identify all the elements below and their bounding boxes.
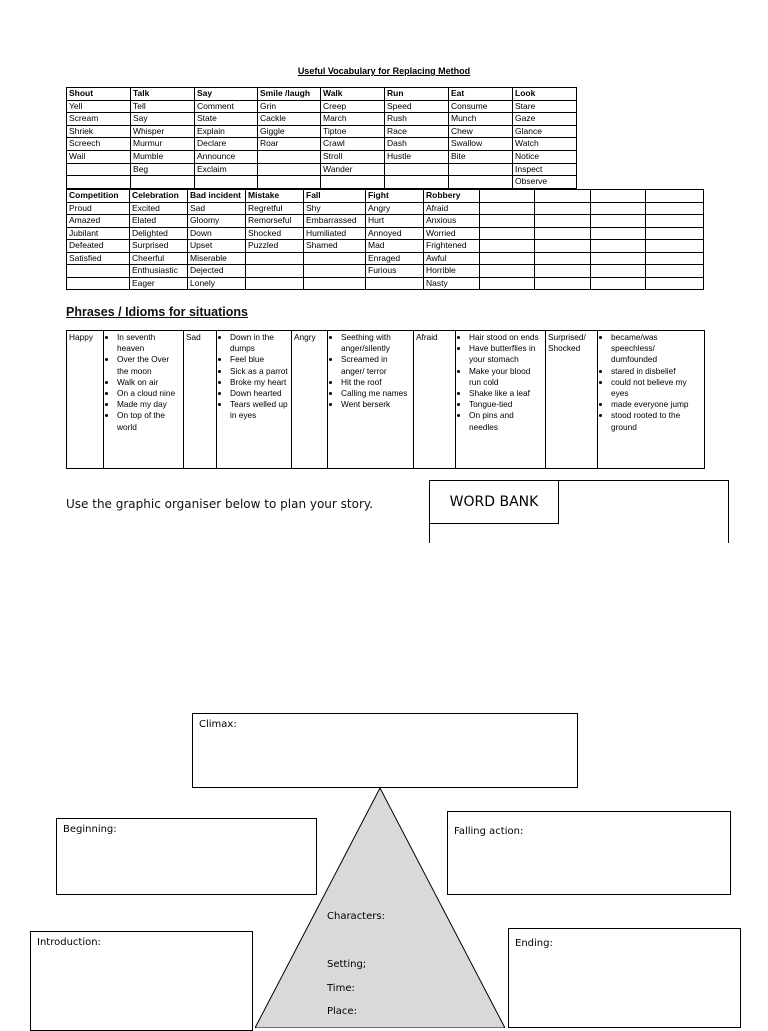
feelings-cell <box>535 215 591 228</box>
feelings-cell: Enthusiastic <box>130 265 188 278</box>
feelings-cell: Lonely <box>188 277 246 290</box>
vocab-cell: Say <box>131 113 195 126</box>
vocab-cell: Scream <box>67 113 131 126</box>
table-row <box>67 227 704 240</box>
feelings-header-cell: Robbery <box>424 190 480 203</box>
table-row <box>67 202 704 215</box>
ending-label: Ending: <box>515 938 553 949</box>
feelings-cell: Defeated <box>67 240 130 253</box>
list-item: • Have butterflies in your stomach <box>469 343 543 365</box>
feelings-cell <box>67 265 130 278</box>
feelings-cell: Upset <box>188 240 246 253</box>
list-item: • Seething with anger/silently <box>341 332 411 354</box>
phrase-group-label: Afraid <box>414 331 456 469</box>
feelings-cell: Embarrassed <box>304 215 366 228</box>
climax-box[interactable] <box>192 713 578 788</box>
table-row <box>67 163 577 176</box>
list-item: • Feel blue <box>230 354 289 365</box>
list-item: • could not believe my eyes <box>611 377 702 399</box>
feelings-cell <box>304 265 366 278</box>
list-item: • made everyone jump <box>611 399 702 410</box>
beginning-label: Beginning: <box>63 824 117 835</box>
phrase-list <box>106 332 181 433</box>
feelings-cell: Regretful <box>246 202 304 215</box>
vocab-cell: Yell <box>67 100 131 113</box>
vocab-cell: Wander <box>321 163 385 176</box>
vocab-cell <box>449 163 513 176</box>
vocab-cell: Inspect <box>513 163 577 176</box>
table-row <box>67 176 577 189</box>
feelings-cell <box>646 227 704 240</box>
vocab-cell: Tiptoe <box>321 125 385 138</box>
vocab-header-cell: Run <box>385 88 449 101</box>
feelings-cell <box>535 277 591 290</box>
feelings-cell: Puzzled <box>246 240 304 253</box>
phrase-list-cell <box>456 331 546 469</box>
feelings-header-cell <box>646 190 704 203</box>
vocab-cell <box>385 176 449 189</box>
feelings-header-cell: Fall <box>304 190 366 203</box>
feelings-cell <box>591 215 646 228</box>
vocab-header-cell: Walk <box>321 88 385 101</box>
phrase-group-label: Angry <box>292 331 328 469</box>
vocab-cell: Stroll <box>321 150 385 163</box>
feelings-cell: Jubilant <box>67 227 130 240</box>
vocab-cell: Observe <box>513 176 577 189</box>
table-row <box>67 240 704 253</box>
vocab-header-cell: Say <box>195 88 258 101</box>
list-item: • Down in the dumps <box>230 332 289 354</box>
list-item: • Tongue-tied <box>469 399 543 410</box>
feelings-cell <box>535 227 591 240</box>
feelings-cell: Anxious <box>424 215 480 228</box>
list-item: • Made my day <box>117 399 181 410</box>
feelings-cell <box>246 252 304 265</box>
list-item: • On top of the world <box>117 410 181 432</box>
feelings-cell: Nasty <box>424 277 480 290</box>
feelings-cell: Mad <box>366 240 424 253</box>
organiser-instruction: Use the graphic organiser below to plan your story. <box>66 497 374 511</box>
vocab-cell <box>385 163 449 176</box>
vocab-cell: Consume <box>449 100 513 113</box>
vocab-cell: Speed <box>385 100 449 113</box>
feelings-cell: Horrible <box>424 265 480 278</box>
table-row <box>67 252 704 265</box>
phrase-list <box>330 332 411 410</box>
feelings-cell <box>646 215 704 228</box>
falling-action-box[interactable] <box>447 811 731 895</box>
phrase-list-cell <box>104 331 184 469</box>
table-row <box>67 277 704 290</box>
vocab-cell: Shriek <box>67 125 131 138</box>
vocab-cell: Creep <box>321 100 385 113</box>
feelings-cell: Remorseful <box>246 215 304 228</box>
table-row <box>67 125 577 138</box>
feelings-cell <box>246 265 304 278</box>
vocab-cell: Grin <box>258 100 321 113</box>
table-row <box>67 215 704 228</box>
feelings-cell: Afraid <box>424 202 480 215</box>
vocab-cell: Crawl <box>321 138 385 151</box>
vocab-cell: Notice <box>513 150 577 163</box>
feelings-cell: Worried <box>424 227 480 240</box>
list-item: • Hit the roof <box>341 377 411 388</box>
feelings-header-cell <box>591 190 646 203</box>
list-item: • Tears welled up in eyes <box>230 399 289 421</box>
vocab-cell: Announce <box>195 150 258 163</box>
vocab-cell: Roar <box>258 138 321 151</box>
list-item: • Hair stood on ends <box>469 332 543 343</box>
feelings-cell <box>646 202 704 215</box>
table-row <box>67 265 704 278</box>
vocab-header-cell: Eat <box>449 88 513 101</box>
word-bank-label: WORD BANK <box>430 481 559 524</box>
vocab-cell: Cackle <box>258 113 321 126</box>
phrase-list <box>219 332 289 422</box>
phrase-list <box>458 332 543 433</box>
vocab-cell <box>258 163 321 176</box>
list-item: • Broke my heart <box>230 377 289 388</box>
climax-label: Climax: <box>199 719 237 730</box>
vocab-header-cell: Look <box>513 88 577 101</box>
vocab-cell: Mumble <box>131 150 195 163</box>
vocab-cell: Declare <box>195 138 258 151</box>
feelings-cell <box>304 277 366 290</box>
feelings-cell: Excited <box>130 202 188 215</box>
feelings-cell <box>480 227 535 240</box>
list-item: • On a cloud nine <box>117 388 181 399</box>
feelings-cell: Gloomy <box>188 215 246 228</box>
feelings-cell: Sad <box>188 202 246 215</box>
vocab-cell <box>449 176 513 189</box>
feelings-cell <box>304 252 366 265</box>
vocab-cell <box>258 176 321 189</box>
feelings-cell <box>480 240 535 253</box>
feelings-cell <box>591 252 646 265</box>
vocab-cell: Dash <box>385 138 449 151</box>
vocab-cell <box>195 176 258 189</box>
ending-box[interactable] <box>508 928 741 1028</box>
feelings-cell <box>246 277 304 290</box>
vocab-cell <box>67 176 131 189</box>
list-item: • Make your blood run cold <box>469 366 543 388</box>
vocab-cell: Rush <box>385 113 449 126</box>
feelings-header-cell <box>480 190 535 203</box>
feelings-cell: Awful <box>424 252 480 265</box>
feelings-cell <box>480 202 535 215</box>
vocab-header-cell: Talk <box>131 88 195 101</box>
characters-label: Characters: <box>327 911 385 922</box>
list-item: • stared in disbelief <box>611 366 702 377</box>
feelings-cell: Cheerful <box>130 252 188 265</box>
vocab-cell: Gaze <box>513 113 577 126</box>
table-row <box>67 100 577 113</box>
feelings-cell: Humiliated <box>304 227 366 240</box>
list-item: • became/was speechless/ dumfounded <box>611 332 702 366</box>
feelings-cell: Frightened <box>424 240 480 253</box>
feelings-cell <box>480 265 535 278</box>
vocab-cell: Race <box>385 125 449 138</box>
vocab-cell: Screech <box>67 138 131 151</box>
feelings-header-row <box>67 190 704 203</box>
list-item: • stood rooted to the ground <box>611 410 702 432</box>
vocab-cell: Whisper <box>131 125 195 138</box>
list-item: • Screamed in anger/ terror <box>341 354 411 376</box>
time-label: Time: <box>327 983 355 994</box>
feelings-cell: Down <box>188 227 246 240</box>
setting-label: Setting; <box>327 959 367 970</box>
list-item: • In seventh heaven <box>117 332 181 354</box>
feelings-cell: Elated <box>130 215 188 228</box>
feelings-cell: Shocked <box>246 227 304 240</box>
vocab-table <box>66 87 577 189</box>
beginning-box[interactable] <box>56 818 317 895</box>
vocab-cell: March <box>321 113 385 126</box>
table-row <box>67 113 577 126</box>
vocab-cell: Watch <box>513 138 577 151</box>
feelings-cell <box>646 240 704 253</box>
feelings-cell <box>535 252 591 265</box>
feelings-cell: Hurt <box>366 215 424 228</box>
feelings-cell: Angry <box>366 202 424 215</box>
phrase-list <box>600 332 702 433</box>
vocab-cell: Wail <box>67 150 131 163</box>
feelings-cell: Shy <box>304 202 366 215</box>
vocab-body <box>67 100 577 188</box>
feelings-cell <box>67 277 130 290</box>
vocab-cell: Murmur <box>131 138 195 151</box>
table-row <box>67 138 577 151</box>
feelings-cell <box>535 265 591 278</box>
word-bank-box[interactable] <box>429 480 729 543</box>
feelings-cell: Furious <box>366 265 424 278</box>
feelings-cell: Satisfied <box>67 252 130 265</box>
vocab-cell: Hustle <box>385 150 449 163</box>
feelings-cell: Eager <box>130 277 188 290</box>
feelings-cell <box>646 252 704 265</box>
vocab-header-cell: Shout <box>67 88 131 101</box>
falling-action-label: Falling action: <box>454 826 524 837</box>
feelings-cell: Surprised <box>130 240 188 253</box>
feelings-cell <box>591 240 646 253</box>
vocab-cell <box>321 176 385 189</box>
list-item: • Sick as a parrot <box>230 366 289 377</box>
phrase-group-label: Surprised/ Shocked <box>546 331 598 469</box>
phrases-row <box>67 331 705 469</box>
vocab-cell: Chew <box>449 125 513 138</box>
vocab-cell: Beg <box>131 163 195 176</box>
list-item: • Went berserk <box>341 399 411 410</box>
vocab-title: Useful Vocabulary for Replacing Method <box>297 66 471 76</box>
feelings-cell <box>535 202 591 215</box>
feelings-cell <box>480 215 535 228</box>
list-item: • Over the Over the moon <box>117 354 181 376</box>
feelings-header-cell: Bad incident <box>188 190 246 203</box>
feelings-cell <box>480 252 535 265</box>
feelings-cell <box>646 265 704 278</box>
table-row <box>67 150 577 163</box>
list-item: • Shake like a leaf <box>469 388 543 399</box>
vocab-cell: Explain <box>195 125 258 138</box>
list-item: • Walk on air <box>117 377 181 388</box>
vocab-cell: Stare <box>513 100 577 113</box>
vocab-cell: State <box>195 113 258 126</box>
vocab-cell: Bite <box>449 150 513 163</box>
feelings-cell <box>535 240 591 253</box>
feelings-table <box>66 189 704 290</box>
feelings-cell <box>646 277 704 290</box>
feelings-cell: Shamed <box>304 240 366 253</box>
feelings-cell: Enraged <box>366 252 424 265</box>
phrase-group-label: Happy <box>67 331 104 469</box>
phrases-table <box>66 330 705 469</box>
feelings-header-cell: Mistake <box>246 190 304 203</box>
list-item: • On pins and needles <box>469 410 543 432</box>
vocab-header-cell: Smile /laugh <box>258 88 321 101</box>
list-item: • Down hearted <box>230 388 289 399</box>
feelings-cell: Miserable <box>188 252 246 265</box>
vocab-cell: Tell <box>131 100 195 113</box>
phrase-group-label: Sad <box>184 331 217 469</box>
vocab-cell: Comment <box>195 100 258 113</box>
feelings-cell: Annoyed <box>366 227 424 240</box>
feelings-cell: Amazed <box>67 215 130 228</box>
vocab-cell: Giggle <box>258 125 321 138</box>
vocab-header-row <box>67 88 577 101</box>
feelings-cell <box>591 277 646 290</box>
vocab-cell <box>67 163 131 176</box>
list-item: • Calling me names <box>341 388 411 399</box>
introduction-box[interactable] <box>30 931 253 1031</box>
feelings-cell: Proud <box>67 202 130 215</box>
feelings-cell <box>366 277 424 290</box>
feelings-body <box>67 202 704 290</box>
vocab-cell: Swallow <box>449 138 513 151</box>
feelings-cell: Delighted <box>130 227 188 240</box>
feelings-header-cell <box>535 190 591 203</box>
phrase-list-cell <box>598 331 705 469</box>
place-label: Place: <box>327 1006 357 1017</box>
vocab-cell <box>258 150 321 163</box>
phrases-heading: Phrases / Idioms for situations <box>66 305 248 319</box>
feelings-header-cell: Fight <box>366 190 424 203</box>
feelings-cell: Dejected <box>188 265 246 278</box>
feelings-cell <box>591 265 646 278</box>
feelings-cell <box>591 202 646 215</box>
vocab-cell: Munch <box>449 113 513 126</box>
phrase-list-cell <box>328 331 414 469</box>
phrase-list-cell <box>217 331 292 469</box>
feelings-header-cell: Competition <box>67 190 130 203</box>
vocab-cell: Exclaim <box>195 163 258 176</box>
vocab-cell: Glance <box>513 125 577 138</box>
introduction-label: Introduction: <box>37 937 101 948</box>
feelings-cell <box>480 277 535 290</box>
vocab-cell <box>131 176 195 189</box>
feelings-header-cell: Celebration <box>130 190 188 203</box>
feelings-cell <box>591 227 646 240</box>
